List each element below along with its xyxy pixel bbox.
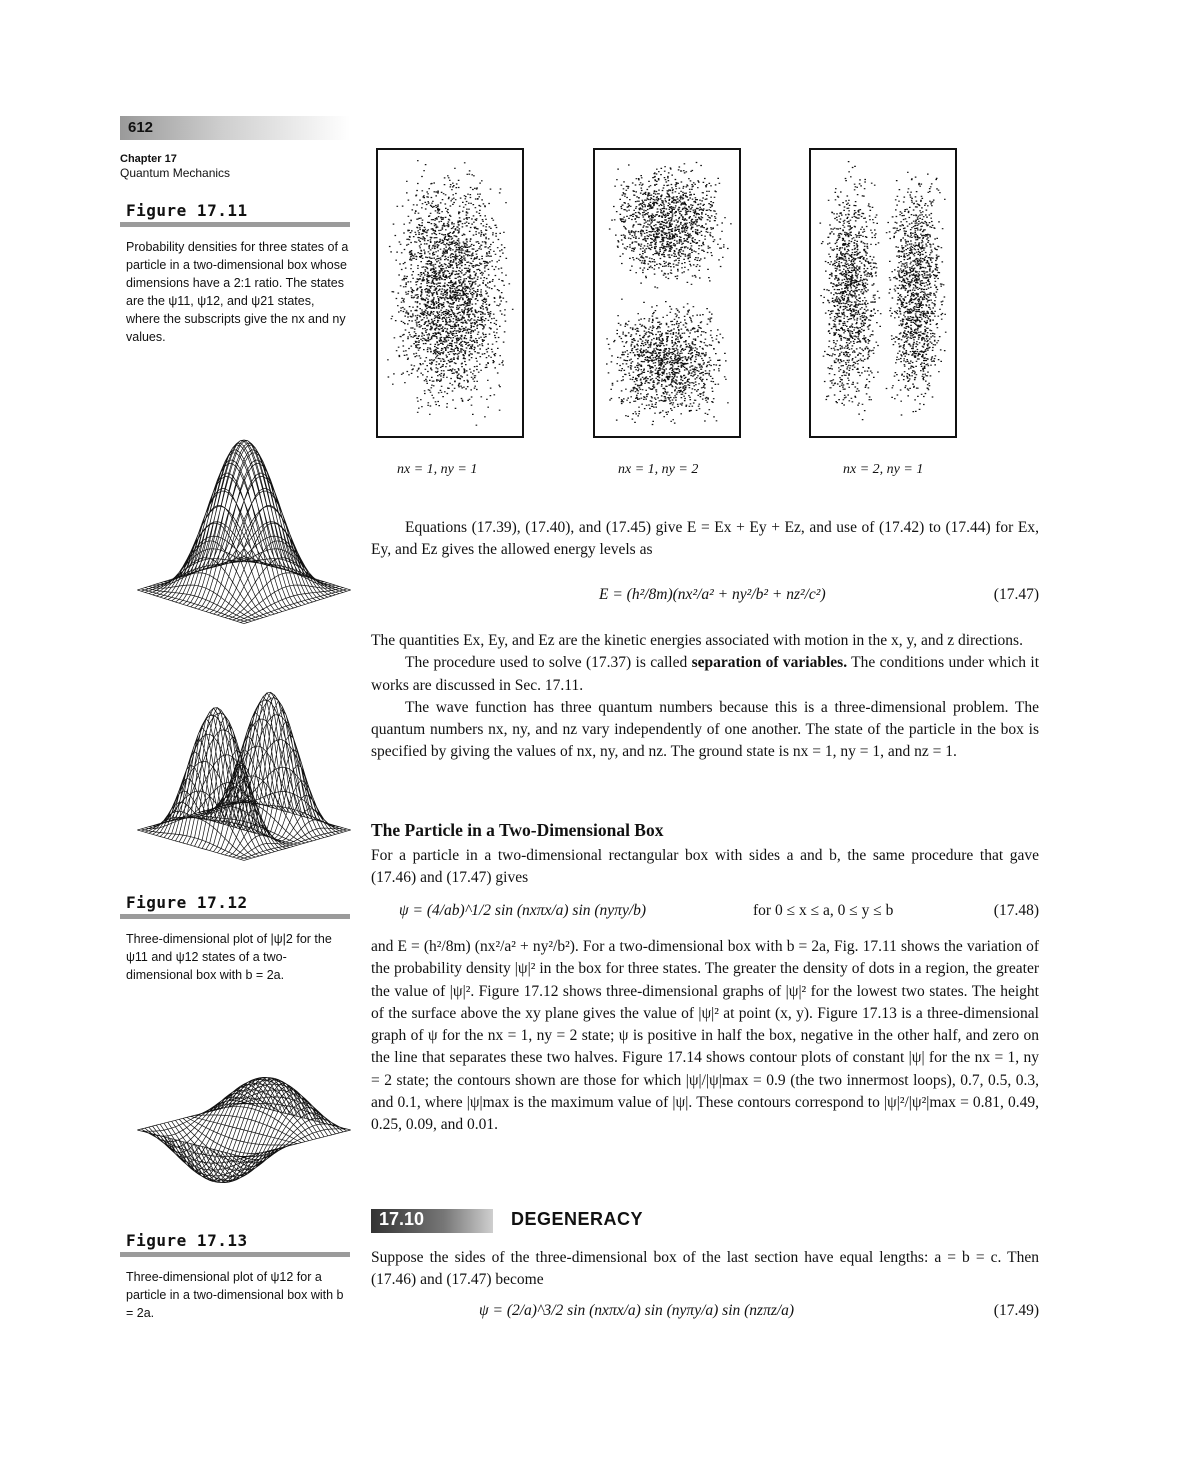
equation-17-48 bbox=[371, 902, 1039, 924]
density-dots-21 bbox=[811, 150, 955, 436]
subsection-heading-2d-box: The Particle in a Two-Dimensional Box bbox=[371, 820, 664, 840]
separation-text-a: The procedure used to solve (17.37) is called bbox=[405, 654, 688, 672]
figure-17-11-title: Figure 17.11 bbox=[126, 201, 248, 220]
equation-17-47-number: (17.47) bbox=[993, 586, 1039, 603]
figure-17-12-caption: Three-dimensional plot of |ψ|2 for the ψ11 and ψ12 states of a two-dimensional box with b = 2a. bbox=[126, 932, 332, 982]
body-block-2 bbox=[371, 630, 1039, 764]
equation-17-49 bbox=[371, 1302, 1039, 1324]
equation-17-47-text: E = (h²/8m)(nx²/a² + ny²/b² + nz²/c²) bbox=[599, 586, 826, 603]
density-dots-12 bbox=[595, 150, 739, 436]
separation-term: separation of variables. bbox=[691, 654, 848, 672]
density-panel-21 bbox=[809, 148, 957, 438]
section-title: DEGENERACY bbox=[511, 1209, 644, 1229]
density-panel-12 bbox=[593, 148, 741, 438]
paragraph-degeneracy-intro: Suppose the sides of the three-dimensional box of the last section have equal lengths: a = b = c. Then (17.46) and (17.47) become bbox=[371, 1249, 1039, 1289]
panel-label-21: nx = 2, ny = 1 bbox=[843, 462, 924, 477]
equation-17-48-condition: for 0 ≤ x ≤ a, 0 ≤ y ≤ b bbox=[753, 902, 894, 919]
equation-17-49-text: ψ = (2/a)^3/2 sin (nxπx/a) sin (nyπy/a) sin (nzπz/a) bbox=[479, 1302, 795, 1319]
figure-17-12-surface-psi11 bbox=[128, 420, 360, 630]
figure-17-12-rule bbox=[120, 914, 350, 919]
page-number-bar bbox=[120, 116, 350, 140]
paragraph-energy-intro: Equations (17.39), (17.40), and (17.45) give E = Ex + Ey + Ez, and use of (17.42) to (17.44) for Ex, Ey, and Ez gives the allowed energy levels as bbox=[371, 519, 1039, 559]
panel-label-11: nx = 1, ny = 1 bbox=[397, 462, 478, 477]
body-block-3 bbox=[371, 845, 1039, 890]
paragraph-density-discussion: and E = (h²/8m) (nx²/a² + ny²/b²). For a two-dimensional box with b = 2a, Fig. 17.11 shows the variation of the probability density |ψ|² in the box for three states. The greater the density of dots in a region, the greater the value of |ψ|². Figure 17.12 shows three-dimensional graphs of |ψ|² for the lowest two states. The height of the surface above the xy plane gives the value of |ψ|² at point (x, y). Figure 17.13 is a three-dimensional graph of ψ for the nx = 1, ny = 2 state; ψ is positive in half the box, negative in the other half, and zero on the line that separates these two halves. Figure 17.14 shows contour plots of constant |ψ| for the nx = 1, ny = 2 state; the contours shown are those for which |ψ|/|ψ|max = 0.9 (the two innermost loops), 0.7, 0.5, 0.3, and 0.1, where |ψ|max is the maximum value of |ψ|. These contours correspond to |ψ|²/|ψ²|max = 0.81, 0.49, 0.25, 0.09, and 0.01. bbox=[371, 938, 1039, 1134]
density-dots-11 bbox=[378, 150, 522, 436]
paragraph-quantum-numbers: The wave function has three quantum numbers because this is a three-dimensional problem. The quantum numbers nx, ny, and nz vary independently of one another. The state of the particle in the box is specified by giving the values of nx, ny, and nz. The ground state is nx = 1, ny = 1, and nz = 1. bbox=[371, 698, 1039, 761]
equation-17-47 bbox=[371, 586, 1039, 608]
figure-17-12-surface-psi12 bbox=[128, 680, 360, 870]
separation-text-b: The conditions under which it works are discussed in Sec. 17.11. bbox=[371, 654, 1040, 694]
panel-label-12: nx = 1, ny = 2 bbox=[618, 462, 699, 477]
figure-17-11-rule bbox=[120, 222, 350, 227]
figure-17-13-rule bbox=[120, 1252, 350, 1257]
figure-17-13-surface-psi12 bbox=[128, 1035, 360, 1205]
density-panel-11 bbox=[376, 148, 524, 438]
figure-17-13-caption: Three-dimensional plot of ψ12 for a particle in a two-dimensional box with b = 2a. bbox=[126, 1270, 344, 1320]
body-block-4 bbox=[371, 936, 1039, 1137]
figure-17-11-caption: Probability densities for three states of a particle in a two-dimensional box whose dimensions have a 2:1 ratio. The states are the ψ11, ψ12, and ψ21 states, where the subscripts give the nx and ny values. bbox=[126, 240, 349, 344]
chapter-label: Chapter 17 bbox=[120, 153, 177, 165]
chapter-title: Quantum Mechanics bbox=[120, 166, 231, 180]
equation-17-48-number: (17.48) bbox=[993, 902, 1039, 919]
equation-17-49-number: (17.49) bbox=[993, 1302, 1039, 1319]
section-number: 17.10 bbox=[379, 1209, 425, 1229]
paragraph-kinetic-energies: The quantities Ex, Ey, and Ez are the kinetic energies associated with motion in the x, y, and z directions. bbox=[371, 632, 1023, 649]
body-block-1 bbox=[371, 517, 1039, 562]
paragraph-2d-box-intro: For a particle in a two-dimensional rectangular box with sides a and b, the same procedure that gave (17.46) and (17.47) gives bbox=[371, 847, 1039, 887]
equation-17-48-text: ψ = (4/ab)^1/2 sin (nxπx/a) sin (nyπy/b) bbox=[399, 902, 647, 919]
figure-17-12-title: Figure 17.12 bbox=[126, 893, 248, 912]
paragraph-separation bbox=[371, 652, 1039, 697]
page-number: 612 bbox=[128, 119, 154, 136]
figure-17-13-title: Figure 17.13 bbox=[126, 1231, 248, 1250]
body-block-5 bbox=[371, 1247, 1039, 1292]
